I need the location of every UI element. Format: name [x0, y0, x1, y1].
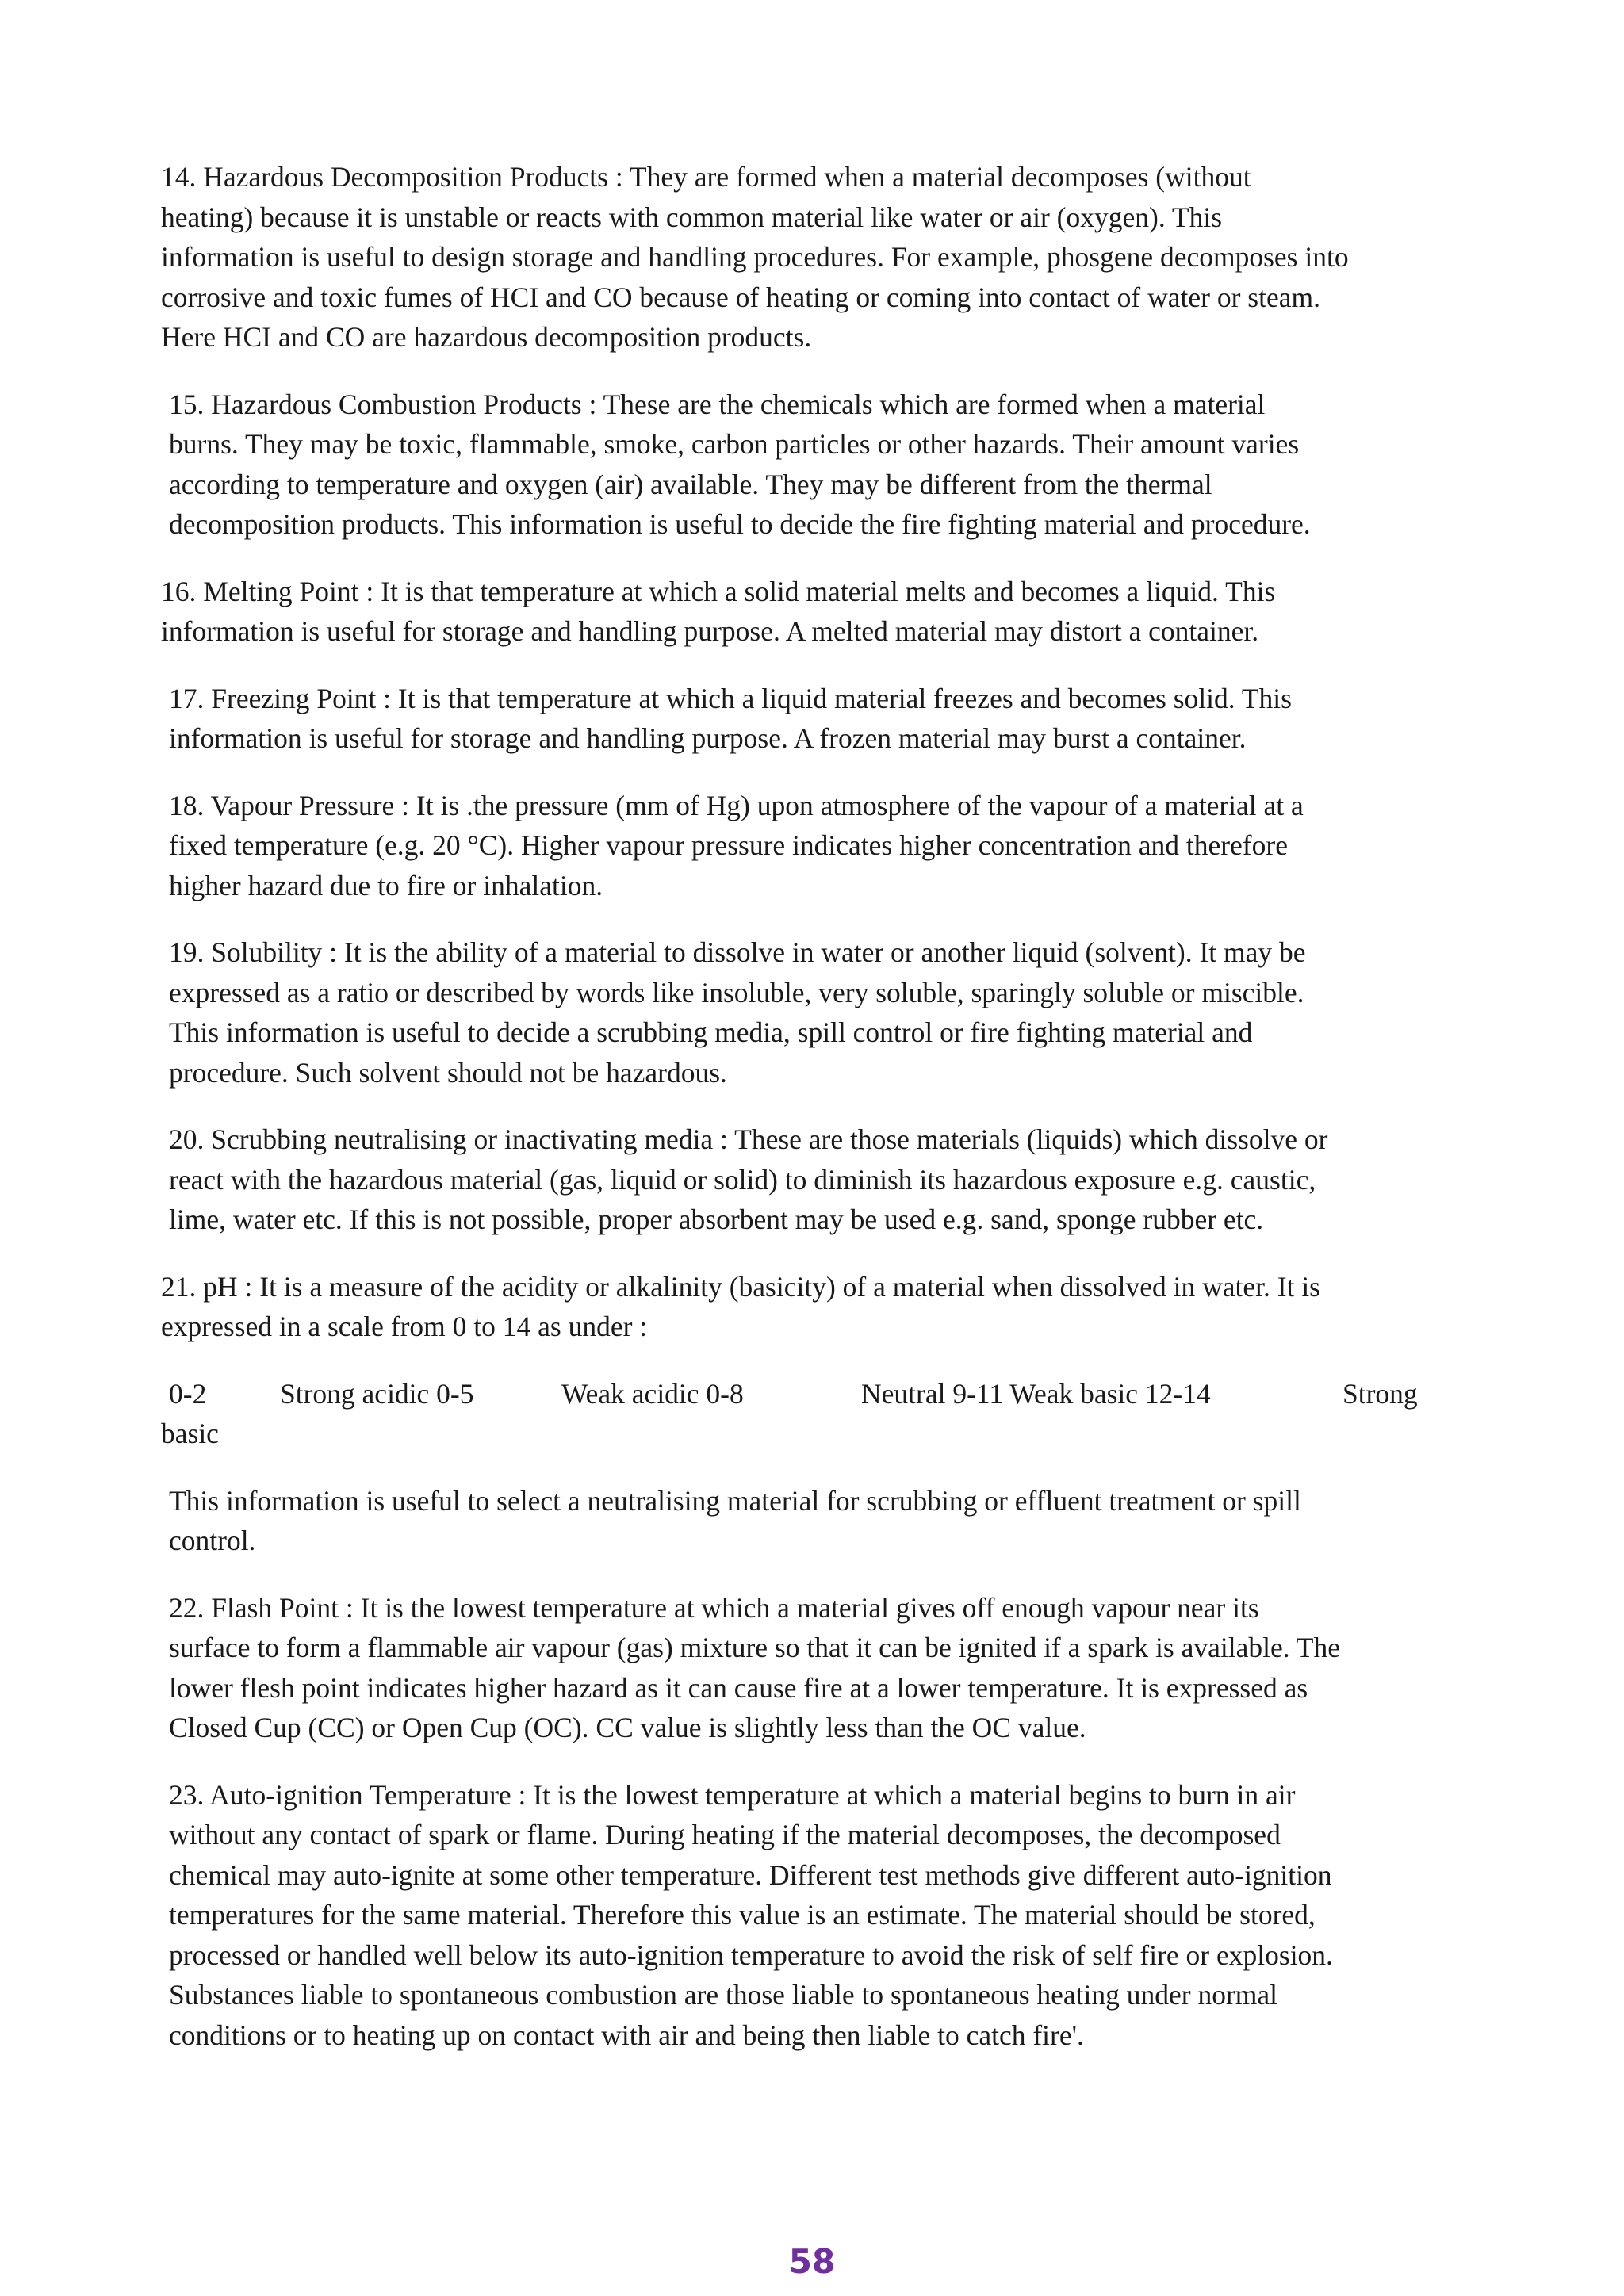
- paragraph-line: chemical may auto-ignite at some other temperature. Different test methods give different auto-ignition: [169, 1858, 1332, 1891]
- paragraph-line: Closed Cup (CC) or Open Cup (OC). CC value is slightly less than the OC value.: [169, 1712, 1086, 1743]
- paragraph-line: This information is useful to decide a scrubbing media, spill control or fire fighting material and: [169, 1016, 1253, 1048]
- paragraph-line: without any contact of spark or flame. During heating if the material decomposes, the decomposed: [169, 1819, 1281, 1850]
- paragraph-line: lime, water etc. If this is not possible, proper absorbent may be used e.g. sand, sponge rubber etc.: [169, 1203, 1264, 1235]
- ph-scale-continuation: basic: [161, 1418, 219, 1449]
- paragraph-group-after: [161, 1481, 1461, 2056]
- paragraph-line: decomposition products. This information is useful to decide the fire fighting material and procedure.: [169, 508, 1311, 540]
- paragraph-line: 20. Scrubbing neutralising or inactivating media : These are those materials (liquids) which dissolve or: [169, 1123, 1328, 1155]
- paragraph-line: heating) because it is unstable or reacts with common material like water or air (oxygen). This: [161, 201, 1223, 233]
- paragraph-line: 19. Solubility : It is the ability of a material to dissolve in water or another liquid (solvent). It may be: [169, 936, 1306, 968]
- paragraph-group-before: [161, 157, 1461, 1347]
- paragraph-line: higher hazard due to fire or inhalation.: [169, 869, 603, 901]
- ph-scale-line-2: [161, 1414, 1461, 1454]
- paragraph-line: information is useful to design storage and handling procedures. For example, phosgene decomposes into: [161, 241, 1349, 273]
- paragraph-line: This information is useful to select a neutralising material for scrubbing or effluent treatment or spill: [169, 1484, 1301, 1517]
- paragraph-line: 21. pH : It is a measure of the acidity or alkalinity (basicity) of a material when dissolved in water. It is: [161, 1270, 1321, 1303]
- ph-scale: [161, 1374, 1461, 1454]
- paragraph-p21: [161, 1267, 1461, 1347]
- ph-scale-item: Strong: [1342, 1377, 1418, 1410]
- paragraph-line: 17. Freezing Point : It is that temperature at which a liquid material freezes and becomes solid. This: [169, 682, 1292, 714]
- paragraph-line: information is useful for storage and handling purpose. A frozen material may burst a container.: [169, 722, 1247, 754]
- paragraph-line: corrosive and toxic fumes of HCI and CO because of heating or coming into contact of water or steam.: [161, 281, 1320, 313]
- paragraph-line: procedure. Such solvent should not be hazardous.: [169, 1056, 727, 1089]
- paragraph-p16: [161, 572, 1461, 652]
- paragraph-line: conditions or to heating up on contact with air and being then liable to catch fire'.: [169, 2019, 1084, 2051]
- paragraph-line: 22. Flash Point : It is the lowest temperature at which a material gives off enough vapour near its: [169, 1591, 1259, 1624]
- paragraph-line: fixed temperature (e.g. 20 °C). Higher vapour pressure indicates higher concentration and therefore: [169, 829, 1288, 861]
- paragraph-line: 14. Hazardous Decomposition Products : They are formed when a material decomposes (without: [161, 161, 1251, 193]
- ph-scale-item: Weak acidic 0-8: [561, 1377, 744, 1410]
- paragraph-p15: [161, 385, 1461, 545]
- paragraph-line: temperatures for the same material. Therefore this value is an estimate. The material should be stored,: [169, 1899, 1316, 1931]
- paragraph-line: expressed as a ratio or described by words like insoluble, very soluble, sparingly soluble or miscible.: [169, 976, 1304, 1008]
- paragraph-line: burns. They may be toxic, flammable, smoke, carbon particles or other hazards. Their amount varies: [169, 428, 1300, 460]
- paragraph-line: information is useful for storage and handling purpose. A melted material may distort a container.: [161, 615, 1259, 647]
- paragraph-line: 23. Auto-ignition Temperature : It is the lowest temperature at which a material begins to burn in air: [169, 1778, 1296, 1811]
- paragraph-line: 16. Melting Point : It is that temperature at which a solid material melts and becomes a liquid. This: [161, 575, 1276, 607]
- paragraph-line: expressed in a scale from 0 to 14 as under :: [161, 1311, 648, 1342]
- paragraph-line: processed or handled well below its auto-ignition temperature to avoid the risk of self fire or explosion.: [169, 1938, 1333, 1971]
- paragraph-p14: [161, 157, 1461, 358]
- paragraph-line: 15. Hazardous Combustion Products : These are the chemicals which are formed when a material: [169, 388, 1266, 420]
- paragraph-p21b: [161, 1481, 1461, 1561]
- paragraph-p18: [161, 786, 1461, 906]
- paragraph-line: lower flesh point indicates higher hazard as it can cause fire at a lower temperature. It is expressed as: [169, 1671, 1308, 1704]
- page-number: 58: [788, 2242, 836, 2281]
- paragraph-p22: [161, 1588, 1461, 1748]
- paragraph-p17: [161, 679, 1461, 759]
- paragraph-p23: [161, 1775, 1461, 2056]
- paragraph-line: 18. Vapour Pressure : It is .the pressure (mm of Hg) upon atmosphere of the vapour of a material at a: [169, 789, 1304, 821]
- paragraph-line: according to temperature and oxygen (air) available. They may be different from the thermal: [169, 468, 1212, 500]
- paragraph-p19: [161, 932, 1461, 1093]
- paragraph-line: Here HCI and CO are hazardous decomposition products.: [161, 321, 812, 353]
- paragraph-line: Substances liable to spontaneous combustion are those liable to spontaneous heating under normal: [169, 1979, 1278, 2011]
- paragraph-line: control.: [169, 1525, 256, 1556]
- paragraph-line: react with the hazardous material (gas, liquid or solid) to diminish its hazardous exposure e.g. caustic,: [169, 1163, 1316, 1196]
- paragraph-line: surface to form a flammable air vapour (gas) mixture so that it can be ignited if a spark is available. The: [169, 1632, 1340, 1663]
- ph-scale-line-1: [161, 1374, 1461, 1414]
- paragraph-p20: [161, 1119, 1461, 1240]
- page-content: [161, 157, 1461, 2082]
- ph-scale-item: 0-2: [169, 1377, 207, 1410]
- ph-scale-item: Strong acidic 0-5: [280, 1377, 474, 1410]
- ph-scale-item: Neutral 9-11 Weak basic 12-14: [861, 1377, 1211, 1410]
